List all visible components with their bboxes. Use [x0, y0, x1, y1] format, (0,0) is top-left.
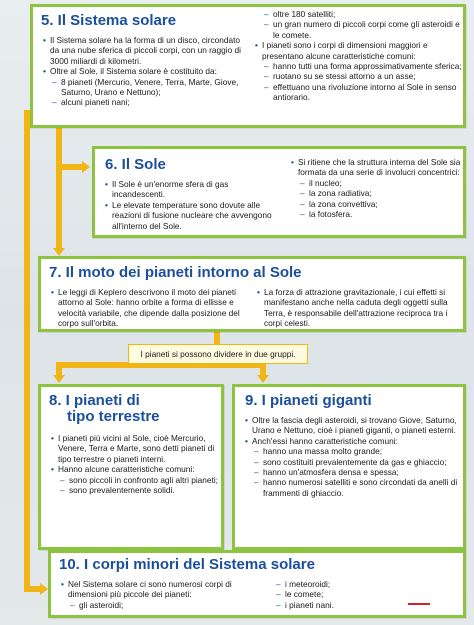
section-10-left [61, 579, 261, 610]
s9-item: • Oltre la fascia degli asteroidi, si trovano Giove, Saturno, Urano e Nettuno, cioè i pianeti giganti, o pianeti esterni. [245, 415, 457, 436]
flow-line-left [24, 110, 30, 592]
s10-right-sub: – i meteoroidi; [276, 579, 331, 589]
section-8-title-line1: 8. I pianeti di [49, 392, 140, 409]
s9-sub: – hanno numerosi satelliti e sono circondati da anelli di frammenti di ghiaccio. [254, 477, 458, 498]
flow-line-to-s9 [260, 362, 266, 376]
s9-sub: – hanno un'atmosfera densa e spessa; [254, 467, 399, 478]
s5-left-sub: – 8 pianeti (Mercurio, Venere, Terra, Marte, Giove, Saturno, Urano e Nettuno); [52, 76, 239, 98]
s9-sub: – hanno una massa molto grande; [254, 446, 383, 457]
section-9-body [245, 415, 463, 498]
s9-sub: – sono costituiti prevalentemente da gas e ghiaccio; [254, 456, 447, 467]
s5-right-sub: – ruotano su se stessi attorno a un asse; [264, 71, 416, 82]
section-10-box [48, 550, 466, 618]
s5-right-sub: – un gran numero di piccoli corpi come gli asteroidi e le comete. [264, 19, 460, 40]
s10-left-item: • Nel Sistema solare ci sono numerosi corpi di dimensioni più piccole dei pianeti: [61, 579, 232, 600]
section-6-left [105, 179, 281, 231]
section-7-left [51, 287, 249, 329]
s6-right-sub: – la zona radiativa; [300, 188, 372, 199]
s7-right-item: • La forza di attrazione gravitazionale, i cui effetti si manifestano anche nella caduta degli oggetti sulla Terra, è responsabile dell'attrazione reciproca tra i corpi celesti. [257, 287, 448, 329]
flow-arrow-s9 [257, 375, 269, 383]
section-5-box [30, 4, 466, 128]
s7-left-item: • Le leggi di Keplero descrivono il moto dei pianeti attorno al Sole: hanno orbite a forma di ellisse e velocità variabile, che dipende dalla posizione del corpo sull'orbita. [51, 287, 240, 329]
s8-sub: – sono prevalentemente solidi. [60, 485, 175, 496]
flow-arrow-s10 [40, 583, 48, 595]
section-9-title: 9. I pianeti giganti [245, 392, 372, 409]
s5-left-item: • Il Sistema solare ha la forma di un disco, circondato da una nube sferica di piccoli corpi, con un raggio di 3000 miliardi di kilometri. [43, 35, 241, 66]
s6-left-item: • Le elevate temperature sono dovute alle reazioni di fusione nucleare che avvengono all'interno del Sole. [105, 199, 272, 231]
section-7-box [38, 256, 466, 332]
s10-left-sub: – gli asteroidi; [70, 599, 124, 610]
flow-line-s5-s7 [56, 128, 62, 250]
flow-line-s5-s6 [62, 164, 84, 170]
section-8-box [38, 384, 224, 550]
section-8-body [51, 433, 223, 495]
section-5-title: 5. Il Sistema solare [41, 12, 177, 29]
s10-right-sub: – le comete; [276, 589, 324, 600]
section-6-title: 6. Il Sole [105, 156, 166, 173]
s6-right-item: • Si ritiene che la struttura interna del Sole sia formata da una serie di involucri concentrici: [291, 157, 461, 178]
s5-right-item: • I pianeti sono i corpi di dimensioni maggiori e presentano alcune caratteristiche comuni: [255, 40, 428, 61]
flow-arrow-s8 [53, 375, 65, 383]
section-8-title-line2: tipo terrestre [67, 408, 160, 425]
s5-left-item: • Oltre al Sole, il Sistema solare è costituito da: [43, 66, 217, 77]
red-page-mark [408, 603, 430, 605]
groups-note: I pianeti si possono dividere in due gruppi. [128, 344, 308, 364]
s5-left-sub: – alcuni pianeti nani; [52, 97, 130, 108]
s8-item: • Hanno alcune caratteristiche comuni: [51, 464, 195, 475]
section-5-left [43, 35, 248, 108]
s5-right-sub: – oltre 180 satelliti; [264, 9, 336, 19]
s6-right-sub: – il nucleo; [300, 177, 342, 188]
section-7-right [257, 287, 463, 329]
section-6-box [92, 146, 466, 238]
section-7-title: 7. Il moto dei pianeti intorno al Sole [49, 264, 302, 281]
section-6-right [291, 157, 463, 219]
flow-arrow-s6 [82, 161, 90, 173]
s5-right-sub: – hanno tutti una forma approssimativamente sferica; [264, 61, 462, 72]
section-5-right [255, 9, 463, 103]
section-10-title: 10. I corpi minori del Sistema solare [59, 556, 315, 573]
section-9-box [232, 384, 466, 550]
s9-item: • Anch'essi hanno caratteristiche comuni: [245, 435, 398, 446]
flow-line-to-s8 [56, 362, 62, 376]
s6-left-item: • Il Sole è un'enorme sfera di gas incandescenti. [105, 179, 229, 200]
s10-right-sub: – i pianeti nani. [276, 599, 334, 610]
section-10-right [267, 579, 463, 610]
s8-sub: – sono piccoli in confronto agli altri pianeti; [60, 474, 218, 485]
s8-item: • I pianeti più vicini al Sole, cioè Mercurio, Venere, Terra e Marte, sono detti pianeti di tipo terrestre o pianeti interni. [51, 433, 215, 464]
s6-right-sub: – la zona convettiva; [300, 198, 378, 209]
flow-arrow-s7 [53, 248, 65, 256]
s6-right-sub: – la fotosfera. [300, 209, 353, 220]
s5-right-sub: – effettuano una rivoluzione intorno al Sole in senso antiorario. [264, 81, 457, 103]
